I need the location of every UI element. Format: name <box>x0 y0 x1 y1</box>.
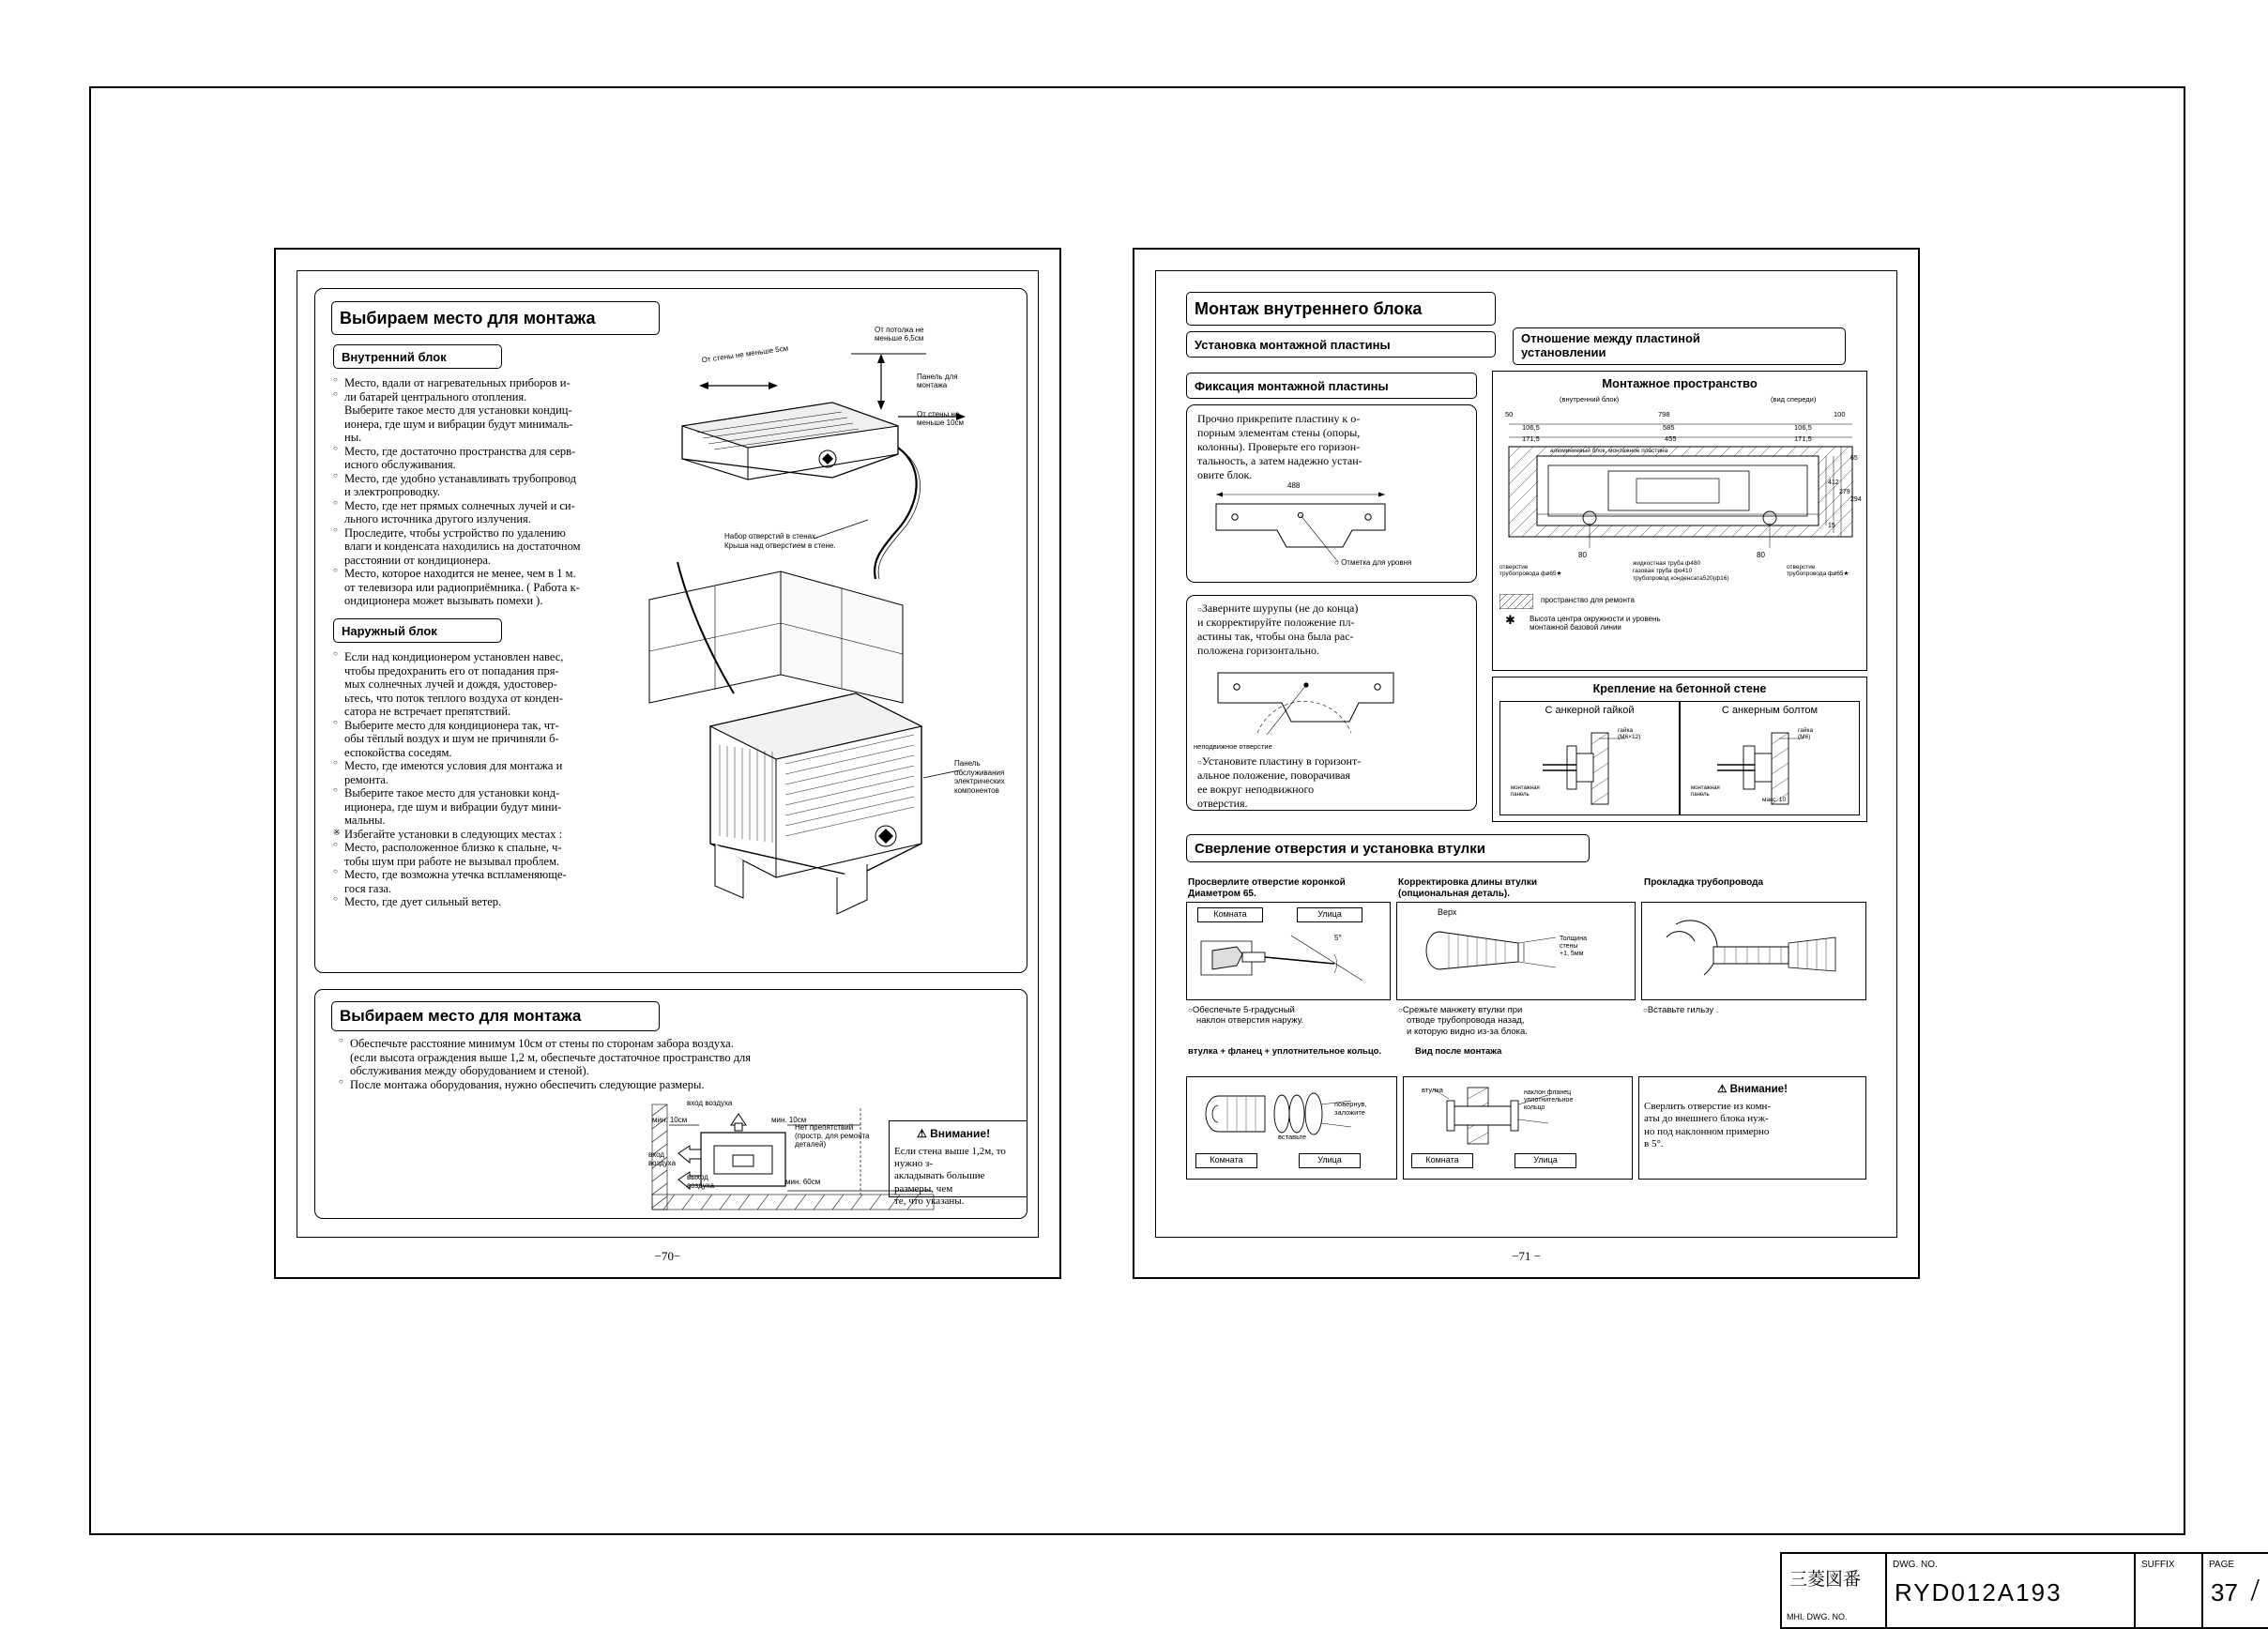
dwg-no-label: DWG. NO. <box>1893 1560 1938 1570</box>
dim-bottom-80-right: 80 <box>1757 551 1765 559</box>
dim-right-294: 294 <box>1850 496 1862 503</box>
plate-position-text: ○Установите пластину в горизонт- альное положение, поворачивая ее вокруг неподвижного отверстия. <box>1197 754 1362 810</box>
dim-top-50: 50 <box>1505 410 1514 419</box>
room-text-2: Комната <box>1210 1155 1243 1165</box>
anchor-bolt-panel-label: монтажная панель <box>1691 785 1720 798</box>
dim-top-798: 798 <box>1658 410 1670 419</box>
list-item: обслуживания между оборудованием и стеной). <box>350 1064 589 1077</box>
top-label: Верх <box>1438 907 1457 917</box>
plate-install-subheader: Установка монтажной пластины <box>1186 331 1496 358</box>
page-label: PAGE <box>2209 1560 2235 1570</box>
level-mark-label: ○ Отметка для уровня <box>1334 558 1412 567</box>
list-item: ○ Обеспечьте расстояние минимум 10см от стены по сторонам забора воздуха. <box>339 1037 996 1050</box>
install-location-title: Выбираем место для монтажа <box>340 308 596 327</box>
list-item: ондиционера может вызывать помехи ). <box>344 594 543 607</box>
inner-block-label: алюминиевый блок, монтажное пластина <box>1550 448 1668 454</box>
outdoor-unit-list <box>333 650 624 909</box>
anchor-nut-nut-label: гайка (M6×12) <box>1618 727 1641 741</box>
sleeve-label: втулка <box>1422 1086 1443 1094</box>
list-item: тобы шум при работе не вызывал проблем. <box>344 854 560 868</box>
page-slash: / <box>2250 1573 2260 1607</box>
anchor-bolt-label: С анкерным болтом <box>1721 705 1819 716</box>
drilling-header: Сверление отверстия и установка втулки <box>1186 834 1590 862</box>
street-text-3: Улица <box>1533 1155 1558 1165</box>
legend-hatch-swatch <box>1499 594 1533 609</box>
drill-head-1: Просверлите отверстие коронкой Диаметром 65. <box>1188 877 1346 899</box>
list-item: иционера, где шум и вибрации будут мини- <box>344 799 562 814</box>
list-item: ○ После монтажа оборудования, нужно обеспечить следующие размеры. <box>339 1078 996 1091</box>
dim-right-15: 15 <box>1828 523 1835 529</box>
list-item: от телевизора или радиоприёмника. ( Работа к- <box>344 580 580 594</box>
insert-label: вставьте <box>1278 1133 1306 1141</box>
dim-r2-585: 585 <box>1663 423 1675 432</box>
list-item: ○ Место, где достаточно пространства для серв- <box>333 445 615 458</box>
install-space-title: Выбираем место для монтажа <box>340 1007 582 1025</box>
list-item: (если высота ограждения выше 1,2 м, обеспечьте достаточное пространство для <box>350 1050 752 1064</box>
wall-thickness-label: Толщина стены +1, 5мм <box>1560 936 1587 958</box>
turn-insert-label: повернув, заложите <box>1334 1100 1367 1117</box>
caution-text: Если стена выше 1,2м, то нужно з- акладывать большие размеры, чем те, что указаны. <box>894 1146 1006 1207</box>
after-install-illustration <box>1411 1082 1625 1149</box>
drill-caution-title: ⚠ Внимание! <box>1717 1084 1788 1095</box>
anchor-nut-panel-label: монтажная панель <box>1511 785 1540 798</box>
drill-head-3: Прокладка трубопровода <box>1644 877 1764 888</box>
mhi-logo-jp: 三菱図番 <box>1789 1569 1862 1590</box>
dwg-no-value: RYD012A193 <box>1895 1578 2063 1606</box>
list-item: ны. <box>344 431 362 444</box>
list-item: влаги и конденсата находились на достаточном <box>344 540 581 553</box>
indoor-unit-subheader <box>333 344 502 369</box>
drawing-sheet <box>89 86 2260 1621</box>
plate-fixing-header: Фиксация монтажной пластины <box>1186 373 1477 399</box>
dim-right-412: 412 <box>1828 480 1839 486</box>
ceiling-distance-label: От потолка не меньше 6,5см <box>875 326 924 343</box>
plate-fixing-text: Прочно прикрепите пластину к о- порным элементам стены (опоры, колонны). Проверьте его горизон- тальность, а затем надежно устан- овите блок. <box>1197 412 1362 481</box>
indoor-install-title: Монтаж внутреннего блока <box>1195 298 1423 318</box>
plate-relation-subheader: Отношение между пластиной установлении <box>1513 327 1846 365</box>
dim-r2-1065a: 106,5 <box>1522 423 1540 432</box>
list-item: ○ Выберите такое место для установки конд- <box>333 786 624 799</box>
list-item: ○ Место, где нет прямых солнечных лучей и си- <box>333 499 615 512</box>
flange-seal-label: наклон фланец уплотнительное кольцо <box>1524 1089 1574 1112</box>
title-block <box>1780 1552 2268 1629</box>
list-item: ○ ли батарей центрального отопления. <box>333 390 615 403</box>
list-item: расстоянии от кондиционера. <box>344 553 492 567</box>
legend-center-height-label: Высота центра окружности и уровень монтажной базовой линии <box>1530 615 1661 632</box>
dim-r3-455: 455 <box>1665 434 1677 443</box>
angle-5-label-1: 5° <box>1334 934 1342 942</box>
pipe-routing-illustration <box>1648 909 1862 996</box>
list-item: и электропроводку. <box>344 485 441 498</box>
dim-r3-1715b: 171,5 <box>1794 434 1812 443</box>
indoor-unit-list <box>333 376 615 608</box>
list-item: ионера, где шум и вибрации будут минималь- <box>344 417 573 431</box>
outdoor-unit-label: Наружный блок <box>342 623 437 638</box>
anchor-nut-label: С анкерной гайкой <box>1545 705 1635 716</box>
screw-instruction-text: ○Заверните шурупы (не до конца) и скорректируйте положение пл- астины так, чтобы она была рас- положена горизонтально. <box>1197 601 1359 657</box>
mounting-plate-drawing-2 <box>1201 656 1464 750</box>
street-text-1: Улица <box>1317 909 1342 919</box>
mount-space-diagram <box>1496 417 1864 562</box>
drill-head-2: Корректировка длины втулки (опциональная деталь). <box>1398 877 1538 899</box>
min10-right-label: мин. 10см <box>771 1116 807 1124</box>
list-item: еспокойства соседям. <box>344 745 452 759</box>
list-item: исного обслуживания. <box>344 458 456 471</box>
right-page-frame <box>1155 270 1897 1238</box>
page-cell <box>2203 1554 2267 1627</box>
left-page <box>274 248 1061 1279</box>
right-page-number: −71 − <box>1512 1249 1541 1263</box>
dim-r2-1065b: 106,5 <box>1794 423 1812 432</box>
suffix-cell <box>2136 1554 2203 1627</box>
anchor-bolt-nut-label: гайка (M6) <box>1798 727 1814 741</box>
mount-space-right-note: (вид спереди) <box>1771 395 1817 403</box>
air-inlet-side-label: вход воздуха <box>648 1150 677 1167</box>
list-item: ○ Проследите, чтобы устройство по удалению <box>333 526 615 540</box>
suffix-label: SUFFIX <box>2141 1560 2175 1570</box>
anchor-bolt-max-label: макс. 10 <box>1762 797 1787 803</box>
wall-left-distance-label: От стены не меньше 5см <box>701 343 789 365</box>
air-inlet-top-label: вход воздуха <box>687 1099 733 1107</box>
street-text-2: Улица <box>1317 1155 1342 1165</box>
room-text-1: Комната <box>1213 909 1247 919</box>
list-item: ○ Место, вдали от нагревательных приборов и- <box>333 376 615 389</box>
dwg-no-cell <box>1887 1554 2136 1627</box>
air-outlet-label: выход воздуха <box>687 1173 715 1190</box>
mhi-logo-sub: MHI. DWG. NO. <box>1787 1612 1848 1621</box>
drill-note-2: ○Срежьте манжету втулки при отводе трубопровода назад, и которую видно из-за блока. <box>1398 1005 1528 1037</box>
list-item: ○ Место, которое находится не менее, чем в 1 м. <box>333 567 615 580</box>
install-location-header <box>331 301 660 335</box>
page-value: 37 <box>2211 1578 2238 1606</box>
list-item: ремонта. <box>344 772 388 786</box>
mount-space-title: Монтажное пространство <box>1602 376 1758 390</box>
list-item: ○ Если над кондиционером установлен навес, <box>333 650 624 663</box>
list-item: ○ Место, где возможна утечка вспламеняюще- <box>333 868 624 881</box>
list-item: чтобы предохранить его от попадания пря- <box>344 663 559 677</box>
indoor-install-header <box>1186 292 1496 326</box>
list-item: ○ Выберите место для кондиционера так, чт- <box>333 719 624 732</box>
pipe-hole-right-note: отверстие трубопровода фø65★ <box>1787 564 1849 578</box>
list-item: мальны. <box>344 814 386 827</box>
list-item: ※ Избегайте установки в следующих местах : <box>333 828 624 841</box>
dim-r3-1715a: 171,5 <box>1522 434 1540 443</box>
anchor-nut-drawing <box>1505 725 1676 814</box>
list-item: ○ Место, где дует сильный ветер. <box>333 895 624 908</box>
no-obstacle-label: Нет препятствий (простр. для ремонта деталей) <box>795 1123 870 1149</box>
drill-note-3: ○Вставьте гильзу . <box>1643 1005 1719 1015</box>
after-install-header: Вид после монтажа <box>1415 1046 1502 1057</box>
sleeve-length-illustration <box>1406 922 1631 996</box>
list-item: льного источника другого излучения. <box>344 512 531 525</box>
legend-repair-space-label: пространство для ремонта <box>1541 596 1635 604</box>
install-space-list <box>339 1037 996 1091</box>
dim-right-279: 279 <box>1839 489 1850 495</box>
star-icon: ✱ <box>1505 613 1515 627</box>
list-item: гося газа. <box>344 881 392 895</box>
caution-title: ⚠ Внимание! <box>917 1127 991 1140</box>
outdoor-unit-subheader <box>333 618 502 643</box>
min60-label: мин. 60см <box>785 1178 821 1186</box>
mhi-logo-cell <box>1782 1554 1887 1627</box>
dim-488-label: 488 <box>1287 481 1301 490</box>
dim-top-100: 100 <box>1834 410 1846 419</box>
electric-panel-label: Панель обслуживания электрических компонентов <box>954 759 1005 795</box>
drill-note-1: ○Обеспечьте 5-градусный наклон отверстия наружу. <box>1188 1005 1304 1027</box>
list-item: ьтесь, что поток теплого воздуха от конден- <box>344 691 563 705</box>
mount-space-left-note: (внутренний блок) <box>1560 395 1620 403</box>
dim-bottom-80-left: 80 <box>1578 551 1587 559</box>
pipe-hole-left-note: отверстие трубопровода фø65★ <box>1499 564 1562 578</box>
list-item: ○ Место, расположенное близко к спальне, ч- <box>333 841 624 854</box>
list-item: ○ Место, где имеются условия для монтажа и <box>333 759 624 772</box>
mounting-panel-label: Панель для монтажа <box>917 373 958 390</box>
concrete-wall-title: Крепление на бетонной стене <box>1592 682 1767 695</box>
left-page-number: −70− <box>654 1249 681 1263</box>
left-page-frame <box>297 270 1039 1238</box>
wall-right-distance-label: От стены не меньше 10см <box>917 410 965 428</box>
drill-caution-text: Сверлить отверстие из комн- аты до внешнего блока нуж- но под наклонном примерно в 5°. <box>1644 1101 1772 1150</box>
list-item: Выберите такое место для установки кондиц- <box>344 403 572 417</box>
list-item: сатора не встречает препятствий. <box>344 705 511 718</box>
indoor-unit-label: Внутренний блок <box>342 349 447 364</box>
install-space-header <box>331 1001 660 1031</box>
wall-holes-label: Набор отверстий в стенах. Крыша над отверстием в стене. <box>724 532 836 550</box>
min10-left-label: мин. 10см <box>652 1116 688 1124</box>
mounting-plate-drawing-1 <box>1197 485 1469 575</box>
right-page <box>1133 248 1920 1279</box>
fixed-hole-label: неподвижное отверстие <box>1194 742 1272 751</box>
list-item: мых солнечных лучей и дождя, удостовер- <box>344 677 557 691</box>
room-text-3: Комната <box>1425 1155 1459 1165</box>
dim-right-65: 65 <box>1850 455 1858 462</box>
pipe-sizes-note: жидкостная труба ф480 газовая труба фо410 трубопровод конденсата520(ф16) <box>1633 560 1729 582</box>
list-item: ○ Место, где удобно устанавливать трубопровод <box>333 472 615 485</box>
sleeve-flange-header: втулка + фланец + уплотнительное кольцо. <box>1188 1046 1382 1057</box>
list-item: обы тёплый воздух и шум не причиняли б- <box>344 732 559 745</box>
drill-illustration <box>1194 926 1386 994</box>
